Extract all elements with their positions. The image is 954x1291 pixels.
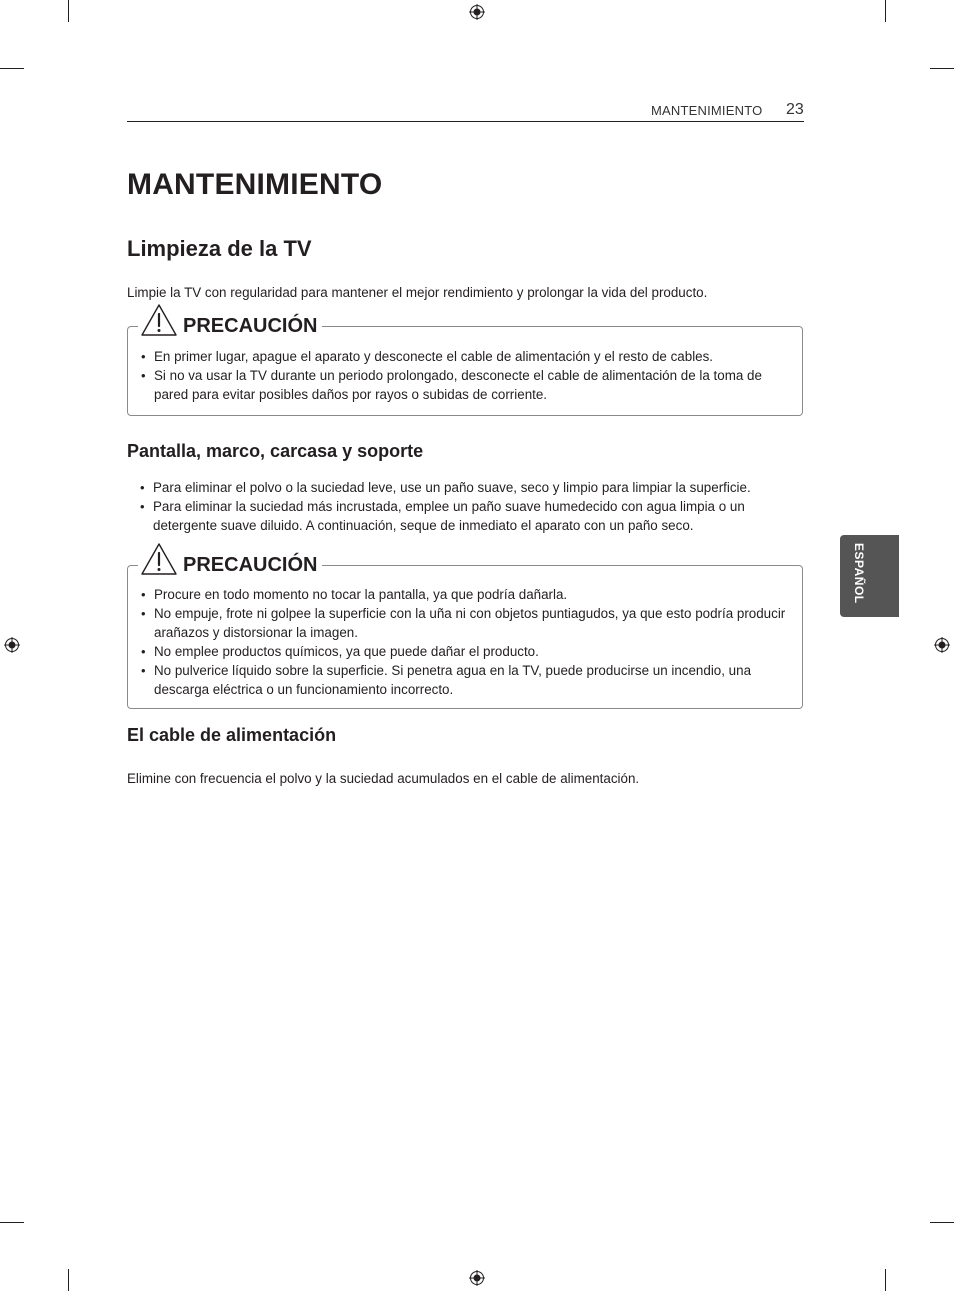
crop-mark (930, 68, 954, 69)
section-heading-cable: El cable de alimentación (127, 725, 337, 745)
list-item: • Procure en todo momento no tocar la pantalla, ya que podría dañarla. (128, 585, 792, 604)
registration-mark-icon (4, 637, 20, 653)
list-item: • En primer lugar, apague el aparato y desconecte el cable de alimentación y el resto de cables. (128, 347, 792, 366)
crop-mark (68, 0, 69, 22)
warning-triangle-icon (140, 303, 178, 337)
crop-mark (0, 68, 24, 69)
caution-box (127, 554, 803, 709)
cable-text: Elimine con frecuencia el polvo y la suciedad acumulados en el cable de alimentación. (127, 771, 640, 786)
running-header-section: MANTENIMIENTO (651, 103, 763, 118)
registration-mark-icon (469, 1270, 485, 1286)
caution-header (138, 303, 322, 337)
caution-title: PRECAUCIÓN (183, 315, 318, 337)
page-number: 23 (786, 101, 804, 118)
list-item: • No empuje, frote ni golpee la superficie con la uña ni con objetos puntiagudos, ya que esto podría producir arañazos y distorsionar la imagen. (128, 604, 792, 642)
list-item: • Si no va usar la TV durante un periodo prolongado, desconecte el cable de alimentación de la toma de pared para evitar posibles daños por rayos o subidas de corriente. (128, 366, 792, 404)
limpieza-intro: Limpie la TV con regularidad para mantener el mejor rendimiento y prolongar la vida del producto. (127, 285, 708, 300)
language-tab (840, 535, 899, 617)
caution-title: PRECAUCIÓN (183, 554, 318, 576)
crop-mark (0, 1222, 24, 1223)
crop-mark (885, 0, 886, 22)
list-item: • No emplee productos químicos, ya que puede dañar el producto. (128, 642, 792, 661)
language-tab-label: ESPAÑOL (852, 543, 866, 604)
list-item: • Para eliminar la suciedad más incrustada, emplee un paño suave humedecido con agua limpia o un detergente suave diluido. A continuación, seque de inmediato el aparato con un paño seco. (127, 497, 791, 535)
list-item: • No pulverice líquido sobre la superficie. Si penetra agua en la TV, puede producirse un incendio, una descarga eléctrica o un funcionamiento incorrecto. (128, 661, 792, 699)
registration-mark-icon (469, 4, 485, 20)
list-item: • Para eliminar el polvo o la suciedad leve, use un paño suave, seco y limpio para limpiar la superficie. (127, 478, 791, 497)
warning-triangle-icon (140, 542, 178, 576)
caution-header (138, 542, 322, 576)
registration-mark-icon (934, 637, 950, 653)
pantalla-list (127, 478, 791, 535)
section-heading-limpieza: Limpieza de la TV (127, 236, 312, 261)
header-rule (127, 121, 804, 122)
crop-mark (68, 1269, 69, 1291)
page-title: MANTENIMIENTO (127, 168, 383, 201)
crop-mark (885, 1269, 886, 1291)
caution-box (127, 315, 803, 416)
crop-mark (930, 1222, 954, 1223)
section-heading-pantalla: Pantalla, marco, carcasa y soporte (127, 441, 424, 461)
